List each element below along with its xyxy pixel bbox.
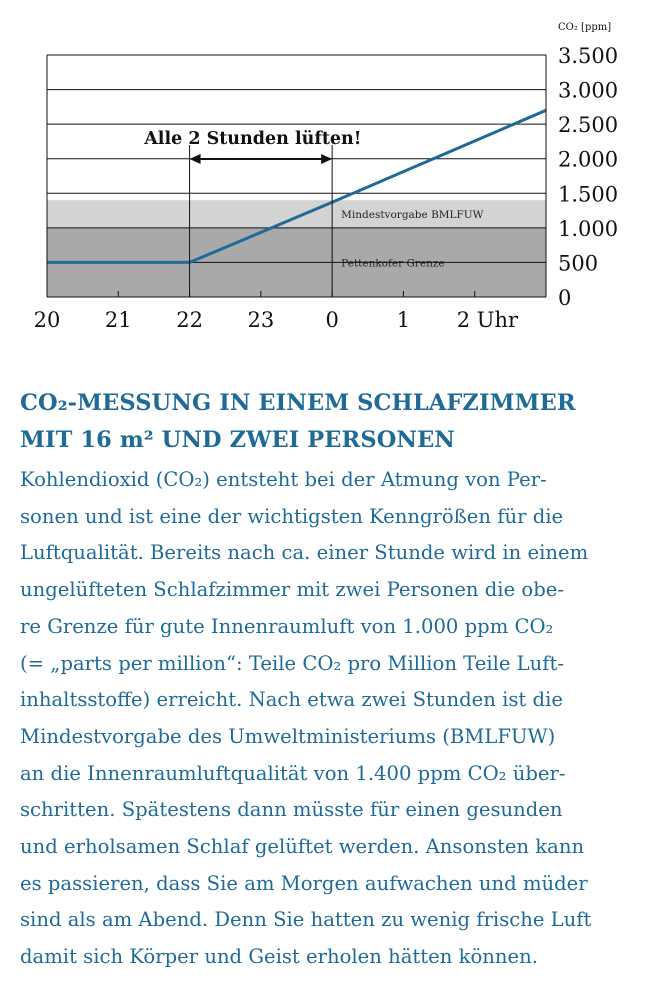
body-line: inhaltsstoffe) erreicht. Nach etwa zwei Stunden ist die xyxy=(20,688,563,712)
x-tick-label: 22 xyxy=(176,308,203,332)
annotation-text: Alle 2 Stunden lüften! xyxy=(144,129,362,149)
band-label: Pettenkofer Grenze xyxy=(341,257,445,270)
headline-line: CO₂-MESSUNG IN EINEM SCHLAFZIMMER xyxy=(20,390,576,416)
y-tick-label: 3.500 xyxy=(558,44,619,68)
body-line: sonen und ist eine der wichtigsten Kenngrößen für die xyxy=(20,504,564,528)
body-line: Mindestvorgabe des Umweltministeriums (BMLFUW) xyxy=(20,724,556,748)
body-line: sind als am Abend. Denn Sie hatten zu wenig frische Luft xyxy=(20,908,592,932)
y-tick-label: 1.000 xyxy=(558,216,619,241)
article-body xyxy=(20,462,635,976)
co2-chart xyxy=(0,0,647,345)
y-tick-label: 1.500 xyxy=(558,182,619,207)
y-tick-label: 3.000 xyxy=(558,78,619,103)
band-label: Mindestvorgabe BMLFUW xyxy=(341,209,484,222)
body-line: schritten. Spätestens dann müsste für einen gesunden xyxy=(20,798,563,822)
threshold-bands xyxy=(47,200,546,297)
body-line: damit sich Körper und Geist erholen hätten können. xyxy=(20,945,538,969)
y-tick-label: 0 xyxy=(558,286,572,310)
body-line: Kohlendioxid (CO₂) entsteht bei der Atmung von Per- xyxy=(20,468,547,491)
arrowhead-left xyxy=(190,154,201,164)
body-line: (= „parts per million“: Teile CO₂ pro Million Teile Luft- xyxy=(20,651,565,675)
arrowhead-right xyxy=(321,154,332,164)
y-unit-label: CO₂ [ppm] xyxy=(558,22,612,33)
y-tick-label: 500 xyxy=(558,251,599,276)
x-tick-label: 21 xyxy=(104,308,132,332)
x-tick-label: 0 xyxy=(325,308,339,332)
x-tick-label: 2 Uhr xyxy=(456,308,519,332)
article-headline xyxy=(20,385,635,459)
body-line: es passieren, dass Sie am Morgen aufwachen und müder xyxy=(20,871,588,895)
body-line: und erholsamen Schlaf gelüftet werden. Ansonsten kann xyxy=(20,835,585,859)
y-tick-label: 2.500 xyxy=(558,113,619,138)
x-tick-label: 20 xyxy=(33,308,61,332)
body-line: Luftqualität. Bereits nach ca. einer Stunde wird in einem xyxy=(20,541,589,565)
x-tick-label: 1 xyxy=(396,308,411,332)
body-line: ungelüfteten Schlafzimmer mit zwei Personen die obe- xyxy=(20,578,564,602)
y-tick-label: 2.000 xyxy=(558,147,619,172)
x-tick-label: 23 xyxy=(247,308,275,332)
headline-line: MIT 16 m² UND ZWEI PERSONEN xyxy=(20,427,455,453)
body-line: re Grenze für gute Innenraumluft von 1.000 ppm CO₂ xyxy=(20,614,554,638)
body-line: an die Innenraumluftqualität von 1.400 ppm CO₂ über- xyxy=(20,761,566,785)
